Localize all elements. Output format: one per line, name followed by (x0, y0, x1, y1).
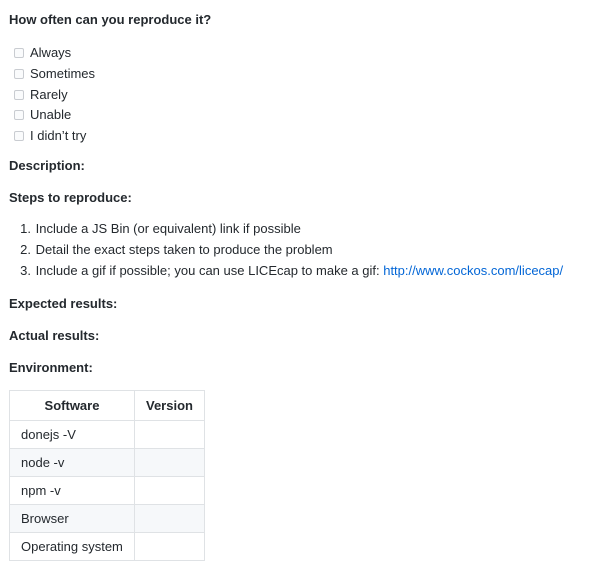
option-label: I didn’t try (30, 128, 87, 144)
step-item (9, 263, 563, 284)
checkbox[interactable] (14, 69, 24, 79)
version-cell (135, 421, 205, 449)
version-cell (135, 477, 205, 505)
column-header-software: Software (10, 391, 135, 421)
reproduce-options (9, 43, 95, 146)
checkbox[interactable] (14, 48, 24, 58)
step-text: Detail the exact steps taken to produce the problem (35, 242, 333, 257)
table-row (10, 505, 205, 533)
checkbox[interactable] (14, 131, 24, 141)
table-row (10, 421, 205, 449)
step-number: 1. (20, 221, 31, 236)
step-text: Include a JS Bin (or equivalent) link if possible (35, 221, 301, 236)
table-row (10, 477, 205, 505)
step-item (9, 221, 563, 242)
table-row (10, 533, 205, 561)
column-header-version: Version (135, 391, 205, 421)
software-cell: Browser (10, 505, 135, 533)
option-didnt-try[interactable] (9, 126, 95, 147)
expected-heading: Expected results: (9, 296, 118, 311)
software-cell: node -v (10, 449, 135, 477)
step-number: 3. (20, 263, 31, 278)
option-label: Unable (30, 107, 72, 123)
version-cell (135, 449, 205, 477)
step-number: 2. (20, 242, 31, 257)
environment-table (9, 390, 205, 561)
option-label: Always (30, 45, 72, 61)
checkbox[interactable] (14, 90, 24, 100)
version-cell (135, 505, 205, 533)
actual-heading: Actual results: (9, 328, 100, 343)
table-row (10, 449, 205, 477)
steps-list (9, 221, 563, 284)
checkbox[interactable] (14, 110, 24, 120)
description-heading: Description: (9, 158, 85, 173)
version-cell (135, 533, 205, 561)
option-sometimes[interactable] (9, 64, 95, 85)
software-cell: Operating system (10, 533, 135, 561)
environment-heading: Environment: (9, 360, 93, 375)
option-always[interactable] (9, 43, 95, 64)
software-cell: donejs -V (10, 421, 135, 449)
software-cell: npm -v (10, 477, 135, 505)
step-text: Include a gif if possible; you can use LICEcap to make a gif: (35, 263, 384, 278)
option-unable[interactable] (9, 105, 95, 126)
steps-heading: Steps to reproduce: (9, 190, 132, 205)
licecap-link[interactable]: http://www.cockos.com/licecap/ (383, 263, 564, 278)
table-header-row (10, 391, 205, 421)
reproduce-heading: How often can you reproduce it? (9, 12, 212, 27)
step-item (9, 242, 563, 263)
option-label: Rarely (30, 86, 68, 102)
option-rarely[interactable] (9, 84, 95, 105)
option-label: Sometimes (30, 66, 96, 82)
